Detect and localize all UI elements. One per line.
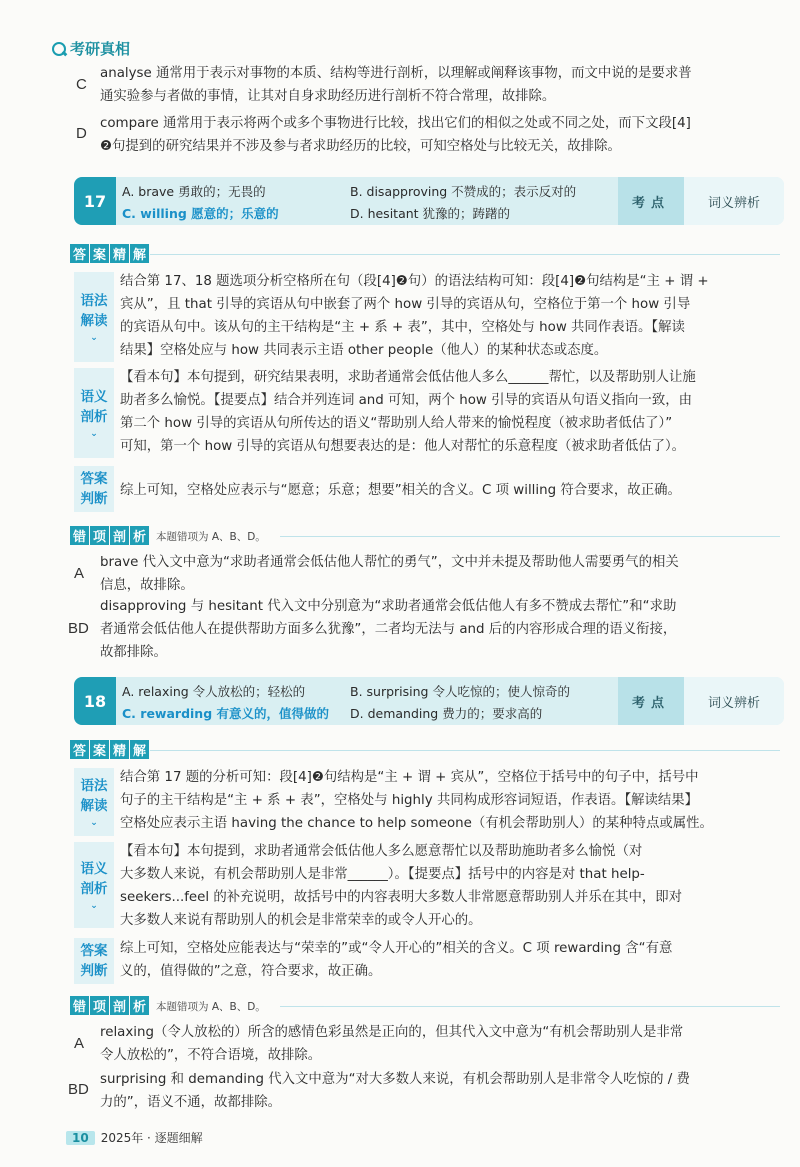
grammar-analysis-label: 语法 解读 ⌄ bbox=[74, 272, 114, 362]
book-title: 2025年 · 逐题细解 bbox=[100, 1131, 203, 1145]
page-header bbox=[52, 38, 130, 59]
option-c-text-1: analyse 通常用于表示对事物的本质、结构等进行剖析，以理解或阐释该事物，而文中说的是要求普 bbox=[100, 66, 692, 81]
divider bbox=[280, 536, 780, 537]
chevron-down-icon: ⌄ bbox=[90, 818, 98, 828]
wrong-a-text: relaxing（令人放松的）所含的感情色彩虽然是正向的，但其代入文中意为“有机会帮助别人是非常 令人放松的”，不符合语境，故排除。 bbox=[100, 1025, 684, 1063]
key-point-value: 词义辨析 bbox=[684, 677, 784, 725]
wrong-a-text: brave 代入文中意为“求助者通常会低估他人帮忙的勇气”，文中并未提及帮助他人需要勇气的相关 信息，故排除。 bbox=[100, 555, 679, 593]
option-c-correct: C. rewarding 有意义的，值得做的 bbox=[122, 706, 329, 721]
wrong-bd-text: disapproving 与 hesitant 代入文中分别意为“求助者通常会低估他人有多不赞成去帮忙”和“求助 者通常会低估他人在提供帮助方面多么犹豫”，二者均无法与 and 后的内容形成合理的语义衔接， 故都排除。 bbox=[100, 599, 677, 660]
key-point-label: 考点 bbox=[618, 677, 684, 725]
chevron-down-icon: ⌄ bbox=[90, 429, 98, 439]
wrong-options-tag: 错 项 剖 析 bbox=[70, 526, 149, 545]
option-b: B. disapproving 不赞成的；表示反对的 bbox=[350, 184, 577, 199]
semantic-analysis-text: 【看本句】本句提到，求助者通常会低估他人多么愿意帮忙以及帮助施助者多么愉悦（对 大多数人来说，有机会帮助别人是非常______）。【提要点】括号中的内容是对 that help- seekers...feel 的补充说明，故括号中的内容表明大多数人非常愿意帮助别人并乐在其中，即对 大多数人来说有帮助别人的机会是非常荣幸的或令人开心的。 bbox=[120, 844, 683, 928]
question-number: 18 bbox=[74, 677, 116, 725]
answer-judgement-label: 答案 判断 bbox=[74, 938, 114, 984]
chevron-down-icon: ⌄ bbox=[90, 333, 98, 343]
wrong-letter-bd: BD bbox=[68, 1081, 89, 1098]
option-c-text-2: 通实验参与者做的事情，让其对自身求助经历进行剖析不符合常理，故排除。 bbox=[100, 89, 556, 104]
wrong-letter-a: A bbox=[74, 1035, 85, 1052]
option-letter-d: D bbox=[76, 125, 87, 142]
option-d-text-1: compare 通常用于表示将两个或多个事物进行比较，找出它们的相似之处或不同之处，而下文段[4] bbox=[100, 116, 691, 131]
answer-judgement-text: 综上可知，空格处应表示与“愿意；乐意；想要”相关的含义。C 项 willing 符合要求，故正确。 bbox=[120, 483, 681, 498]
divider bbox=[280, 1006, 780, 1007]
option-letter-c: C bbox=[76, 76, 87, 93]
wrong-letter-bd: BD bbox=[68, 620, 89, 637]
question-options bbox=[116, 677, 618, 725]
answer-judgement-label: 答案 判断 bbox=[74, 466, 114, 512]
page-footer bbox=[66, 1129, 203, 1146]
wrong-letter-a: A bbox=[74, 565, 85, 582]
answer-judgement-text: 综上可知，空格处应能表达与“荣幸的”或“令人开心的”相关的含义。C 项 rewarding 含“有意 义的，值得做的”之意，符合要求，故正确。 bbox=[120, 941, 673, 979]
question-17-box bbox=[74, 177, 784, 225]
wrong-options-tag: 错 项 剖 析 bbox=[70, 996, 149, 1015]
wrong-options-note: 本题错项为 A、B、D。 bbox=[156, 1001, 266, 1013]
grammar-analysis-text: 结合第 17、18 题选项分析空格所在句（段[4]❷句）的语法结构可知：段[4]❷句结构是“主 + 谓 + 宾从”，且 that 引导的宾语从句中嵌套了两个 how 引导的宾语从句，空格位于第一个 how 引导 的宾语从句中。该从句的主干结构是“主 + 系 + 表”，其中，空格处与 how 共同作表语。【解读 结果】空格处应与 how 共同表示主语 other people（他人）的某种状态或态度。 bbox=[120, 274, 709, 358]
option-d: D. demanding 费力的；要求高的 bbox=[350, 706, 543, 721]
semantic-analysis-label: 语义 剖析 ⌄ bbox=[74, 842, 114, 928]
search-icon bbox=[52, 42, 66, 56]
header-title: 考研真相 bbox=[70, 40, 131, 58]
option-b: B. surprising 令人吃惊的；使人惊奇的 bbox=[350, 684, 570, 699]
question-number: 17 bbox=[74, 177, 116, 225]
divider bbox=[150, 750, 780, 751]
page-number: 10 bbox=[66, 1131, 95, 1145]
option-d: D. hesitant 犹豫的；踌躇的 bbox=[350, 206, 511, 221]
semantic-analysis-label: 语义 剖析 ⌄ bbox=[74, 368, 114, 458]
option-a: A. relaxing 令人放松的；轻松的 bbox=[122, 684, 306, 699]
question-options bbox=[116, 177, 618, 225]
key-point-value: 词义辨析 bbox=[684, 177, 784, 225]
answer-analysis-tag: 答 案 精 解 bbox=[70, 740, 149, 759]
option-c-correct: C. willing 愿意的；乐意的 bbox=[122, 206, 279, 221]
option-a: A. brave 勇敢的；无畏的 bbox=[122, 184, 266, 199]
wrong-bd-text: surprising 和 demanding 代入文中意为“对大多数人来说，有机会帮助别人是非常令人吃惊的 / 费 力的”，语义不通，故都排除。 bbox=[100, 1072, 690, 1110]
grammar-analysis-text: 结合第 17 题的分析可知：段[4]❷句结构是“主 + 谓 + 宾从”，空格位于括号中的句子中，括号中 句子的主干结构是“主 + 系 + 表”，空格处与 highly 共同构成形容词短语，作表语。【解读结果】 空格处应表示主语 having the chance to help someone（有机会帮助别人）的某种特点或属性。 bbox=[120, 770, 713, 831]
question-18-box bbox=[74, 677, 784, 725]
divider bbox=[150, 254, 780, 255]
answer-analysis-tag: 答 案 精 解 bbox=[70, 244, 149, 263]
chevron-down-icon: ⌄ bbox=[90, 901, 98, 911]
wrong-options-note: 本题错项为 A、B、D。 bbox=[156, 531, 266, 543]
semantic-analysis-text: 【看本句】本句提到，研究结果表明，求助者通常会低估他人多么______帮忙，以及帮助别人让施 助者多么愉悦。【提要点】结合并列连词 and 可知，两个 how 引导的宾语从句语义指向一致，由 第二个 how 引导的宾语从句所传达的语义“帮助别人给人带来的愉悦程度（被求助者低估了）” 可知，第一个 how 引导的宾语从句想要表达的是：他人对帮忙的乐意程度（被求助者低估了）。 bbox=[120, 370, 696, 454]
grammar-analysis-label: 语法 解读 ⌄ bbox=[74, 768, 114, 836]
key-point-label: 考点 bbox=[618, 177, 684, 225]
option-d-text-2: ❷句提到的研究结果并不涉及参与者求助经历的比较，可知空格处与比较无关，故排除。 bbox=[100, 139, 621, 154]
